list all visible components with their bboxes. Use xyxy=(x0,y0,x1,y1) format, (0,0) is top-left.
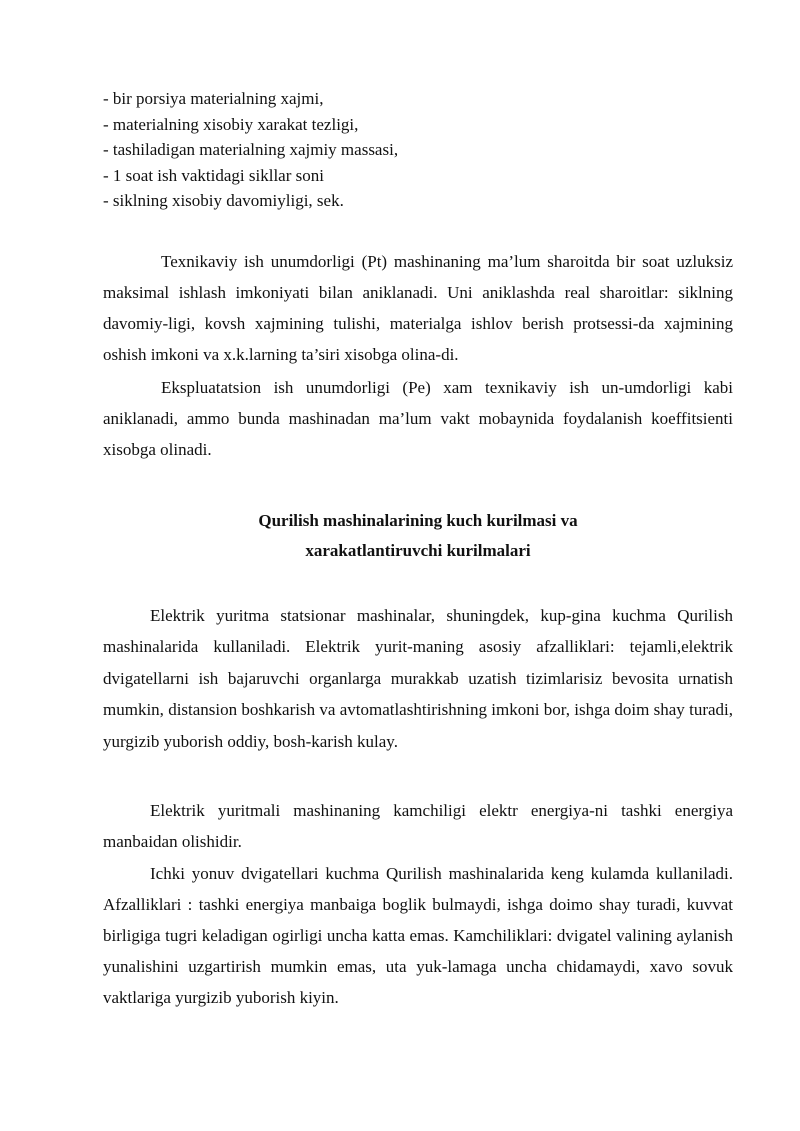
electric-drawback-paragraph: Elektrik yuritmali mashinaning kamchiligi elektr energiya-ni tashki energiya manbaidan olishidir. xyxy=(103,801,733,851)
section-heading-line-2: xarakatlantiruvchi kurilmalari xyxy=(305,541,531,560)
list-item: - tashiladigan materialning xajmiy massasi, xyxy=(103,140,399,159)
section-heading xyxy=(103,506,733,566)
list-item: - bir porsiya materialning xajmi, xyxy=(103,89,324,108)
section-heading-line-1: Qurilish mashinalarining kuch kurilmasi va xyxy=(258,511,578,530)
technical-productivity-paragraph: Texnikaviy ish unumdorligi (Pt) mashinaning ma’lum sharoitda bir soat uzluksiz maksimal ishlash imkoniyati bilan aniklanadi. Uni aniklashda real sharoitlar: siklning davomiy-ligi, kovsh xajmining tulishi, materialga ishlov berish protsessi-da xajmining oshish imkoni va x.k.larning ta’siri xisobga olina-di. xyxy=(103,252,733,364)
formula-variable-list xyxy=(103,86,733,214)
operational-productivity-paragraph: Ekspluatatsion ish unumdorligi (Pe) xam texnikaviy ish un-umdorligi kabi aniklanadi, ammo bunda mashinadan ma’lum vakt mobaynida foydalanish koeffitsienti xisobga olinadi. xyxy=(103,378,733,459)
list-item: - siklning xisobiy davomiyligi, sek. xyxy=(103,191,344,210)
ice-engines-paragraph: Ichki yonuv dvigatellari kuchma Qurilish mashinalarida keng kulamda kullaniladi. Afzalliklari : tashki energiya manbaiga boglik bulmaydi, ishga doimo shay turadi, kuvvat birligiga tugri keladigan ogirligi uncha katta emas. Kamchiliklari: dvigatel valining aylanish yunalishini uzgartirish mumkin emas, uta yuk-lamaga uncha chidamaydi, xavo sovuk vaktlariga yurgizib yuborish kiyin. xyxy=(103,864,733,1007)
list-item: - 1 soat ish vaktidagi sikllar soni xyxy=(103,165,324,185)
electric-drive-paragraph: Elektrik yuritma statsionar mashinalar, shuningdek, kup-gina kuchma Qurilish mashinalarida kullaniladi. Elektrik yurit-maning asosiy afzalliklari: tejamli,elektrik dvigatellarni ish bajaruvchi organlarga murakkab uzatish tizimlarisiz bevosita urnatish mumkin, distansion boshkarish va avtomatlashtirishning imkoni bor, ishga doim shay turadi, yurgizib yuborish oddiy, bosh-karish kulay. xyxy=(103,606,733,751)
list-item: - materialning xisobiy xarakat tezligi, xyxy=(103,114,359,134)
